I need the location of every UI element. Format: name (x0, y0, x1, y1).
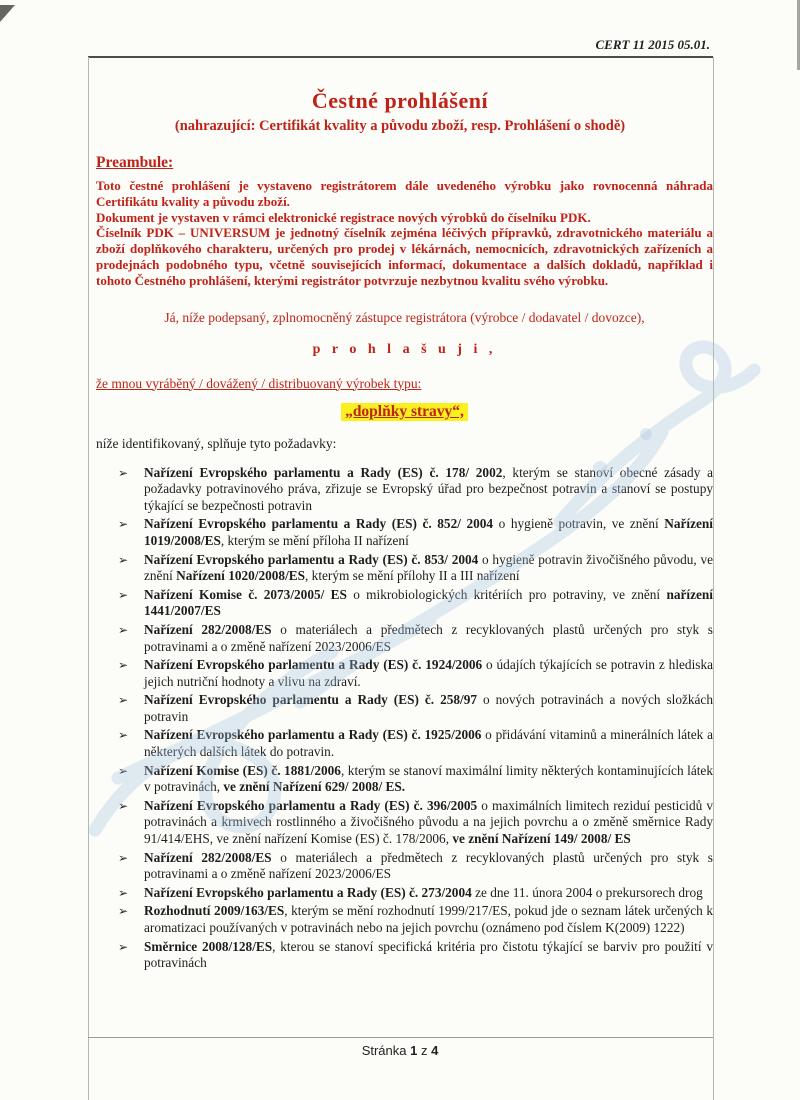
scan-artifact-corner (0, 5, 15, 22)
preamble-line-2: Dokument je vystaven v rámci elektronické registrace nových výrobků do číselníku PDK. (96, 209, 591, 225)
preamble-line-1: Toto čestné prohlášení je vystaveno registrátorem dále uvedeného výrobku jako rovnocenná náhrada Certifikátu kvality a původu zboží. (96, 178, 713, 209)
page-frame-left (88, 57, 89, 1100)
preamble-heading: Preambule: (96, 154, 174, 171)
declaration-verb: p r o h l a š u j i , (312, 341, 497, 357)
page-number: Stránka 1 z 4 (361, 1043, 439, 1058)
requirement-item: ➢ Nařízení Evropského parlamentu a Rady (ES) č. 1924/2006 o údajích týkajících se potravin z hlediska jejich nutriční hodnoty a vlivu na zdraví. (144, 657, 713, 690)
document-subtitle: (nahrazující: Certifikát kvality a původu zboží, resp. Prohlášení o shodě) (174, 118, 626, 134)
requirement-item: ➢ Nařízení 282/2008/ES o materiálech a předmětech z recyklovaných plastů určených pro styk s potravinami a o změně nařízení 2023/2006/ES (144, 622, 713, 655)
product-type (96, 403, 713, 421)
requirements-lead: níže identifikovaný, splňuje tyto požadavky: (96, 435, 337, 451)
requirement-item: ➢ Nařízení Evropského parlamentu a Rady (ES) č. 853/ 2004 o hygieně potravin živočišného původu, ve znění Nařízení 1020/2008/ES, kterým se mění přílohy II a III nařízení (144, 552, 713, 585)
requirement-item: ➢ Směrnice 2008/128/ES, kterou se stanoví specifická kritéria pro čistotu týkající se barviv pro použití v potravinách (144, 939, 713, 972)
requirement-item: ➢ Nařízení Komise č. 2073/2005/ ES o mikrobiologických kritériích pro potraviny, ve znění nařízení 1441/2007/ES (144, 587, 713, 620)
product-type-highlight: „doplňky stravy“, (341, 403, 468, 421)
requirement-item: ➢ Nařízení Evropského parlamentu a Rady (ES) č. 1925/2006 o přidávání vitaminů a minerálních látek a některých dalších látek do potravin. (144, 727, 713, 760)
requirement-item: ➢ Nařízení Evropského parlamentu a Rady (ES) č. 258/97 o nových potravinách a nových složkách potravin (144, 692, 713, 725)
requirement-item: ➢ Nařízení Evropského parlamentu a Rady (ES) č. 178/ 2002, kterým se stanoví obecné zásady a požadavky potravinového práva, zřizuje se Evropský úřad pro bezpečnost potravin a stanoví se postupy týkající se bezpečnosti potravin (144, 465, 713, 515)
document-code: CERT 11 2015 05.01. (595, 37, 710, 52)
requirement-item: ➢ Nařízení Evropského parlamentu a Rady (ES) č. 273/2004 ze dne 11. února 2004 o prekursorech drog (144, 885, 713, 902)
footer-divider (88, 1037, 713, 1038)
document-title: Čestné prohlášení (311, 88, 489, 113)
requirement-item: ➢ Rozhodnutí 2009/163/ES, kterým se mění rozhodnutí 1999/217/ES, pokud jde o seznam látek určených k aromatizaci používaných v potravinách nebo na jejich povrchu (oznámeno pod číslem K(2009) 1222) (144, 903, 713, 936)
product-type-lead: že mnou vyráběný / dovážený / distribuovaný výrobek typu: (96, 375, 422, 391)
requirement-item: ➢ Nařízení 282/2008/ES o materiálech a předmětech z recyklovaných plastů určených pro styk s potravinami a o změně nařízení 2023/2006/ES (144, 850, 713, 883)
requirements-list (96, 465, 713, 972)
declarant-intro: Já, níže podepsaný, zplnomocněný zástupce registrátora (výrobce / dodavatel / dovozce), (164, 309, 645, 325)
header-divider (88, 56, 713, 58)
page-frame-right (713, 57, 714, 1100)
preamble-line-3: Číselník PDK – UNIVERSUM je jednotný číselník zejména léčivých přípravků, zdravotnického materiálu a zboží doplňkového charakteru, určených pro prodej v lékárnách, nemocnicích, zdravotnických zařízeních a prodejnách podobného typu, včetně souvisejících informací, dokumentace a dalších dokladů, například i tohoto Čestného prohlášení, kterými registrátor potvrzuje nezbytnou kvalitu svého výrobku. (96, 225, 713, 288)
requirement-item: ➢ Nařízení Komise (ES) č. 1881/2006, kterým se stanoví maximální limity některých kontaminujících látek v potravinách, ve znění Nařízení 629/ 2008/ ES. (144, 763, 713, 796)
requirement-item: ➢ Nařízení Evropského parlamentu a Rady (ES) č. 852/ 2004 o hygieně potravin, ve znění Nařízení 1019/2008/ES, kterým se mění příloha II nařízení (144, 516, 713, 549)
document-body (96, 154, 713, 974)
requirement-item: ➢ Nařízení Evropského parlamentu a Rady (ES) č. 396/2005 o maximálních limitech reziduí pesticidů v potravinách a krmivech rostlinného a živočišného původu a na jejich povrchu a o změně směrnice Rady 91/414/EHS, ve znění nařízení Komise (ES) č. 178/2006, ve znění Nařízení 149/ 2008/ ES (144, 798, 713, 848)
